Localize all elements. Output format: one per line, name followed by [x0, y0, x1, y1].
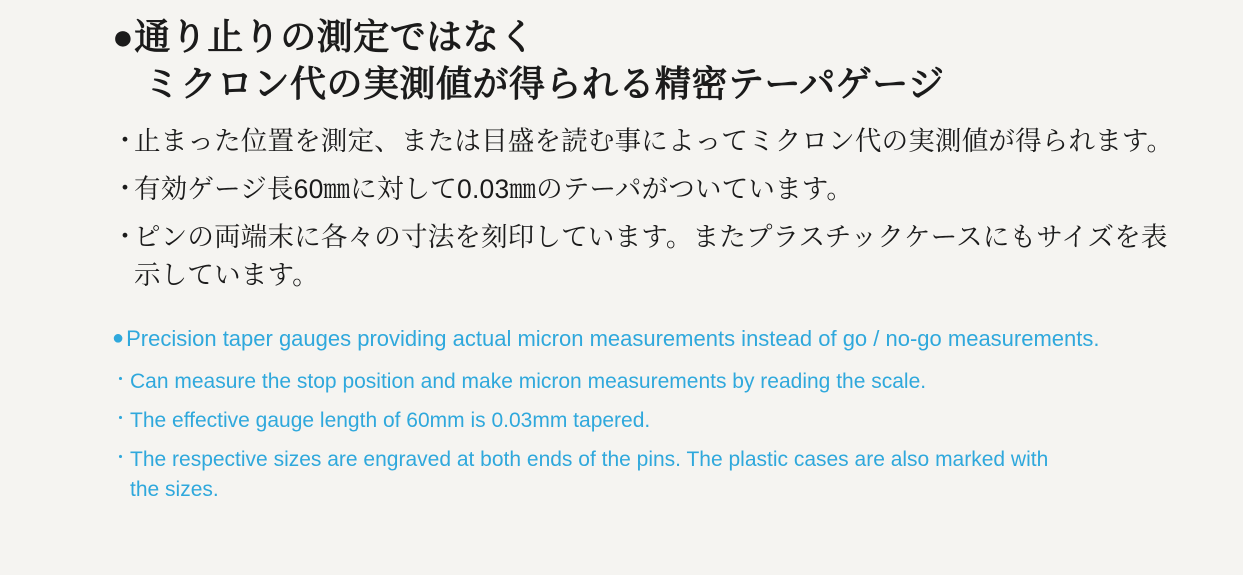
english-section	[112, 324, 1183, 504]
page-title-line-1: ●通り止りの測定ではなく	[112, 16, 536, 57]
bullet-marker-icon: ・	[112, 124, 139, 155]
list-item-label: Can measure the stop position and make micron measurements by reading the scale.	[130, 369, 927, 393]
list-item	[112, 170, 1183, 208]
list-item-label: The respective sizes are engraved at both ends of the pins. The plastic cases are also marked with the sizes.	[130, 448, 1049, 501]
list-item	[112, 445, 1183, 504]
bullet-marker-icon: ・	[112, 220, 139, 251]
page-title	[112, 14, 1183, 108]
bullet-marker-icon: ・	[112, 448, 129, 468]
list-item-label: ピンの両端末に各々の寸法を刻印しています。またプラスチックケースにもサイズを表示しています。	[134, 221, 1168, 291]
bullet-marker-icon: ・	[112, 408, 129, 428]
bullet-marker-icon: ・	[112, 172, 139, 203]
bullet-marker-icon: ・	[112, 369, 129, 389]
list-item-label: 止まった位置を測定、または目盛を読む事によってミクロン代の実測値が得られます。	[134, 125, 1174, 156]
japanese-bullet-list	[112, 122, 1183, 295]
list-item-label: The effective gauge length of 60mm is 0.03mm tapered.	[130, 408, 651, 432]
list-item	[112, 367, 1183, 396]
list-item	[112, 218, 1183, 294]
english-bullet-list	[112, 367, 1183, 505]
english-lead-label: Precision taper gauges providing actual micron measurements instead of go / no-go measurements.	[126, 326, 1100, 352]
bullet-circle-icon: ●	[112, 327, 125, 350]
page-title-line-2: ミクロン代の実測値が得られる精密テーパゲージ	[144, 62, 945, 104]
list-item	[112, 406, 1183, 435]
list-item-label: 有効ゲージ長60㎜に対して0.03㎜のテーパがついています。	[134, 173, 854, 204]
list-item	[112, 122, 1183, 160]
english-lead	[112, 324, 1183, 354]
